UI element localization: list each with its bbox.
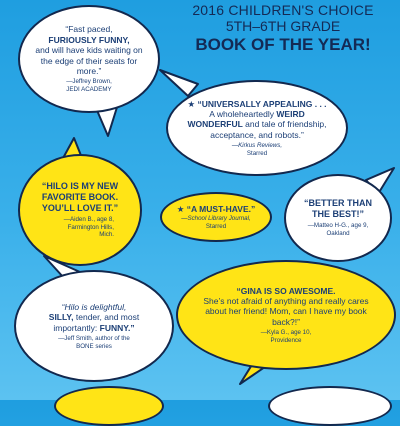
quote-emphasis: “A MUST-HAVE.”	[186, 203, 256, 214]
attribution-line: —Jeff Smith, author of the	[58, 335, 130, 343]
attribution-line: BONE series	[76, 342, 112, 350]
quote-text	[34, 24, 144, 76]
attribution-line: —Kirkus Reviews,	[231, 142, 283, 150]
quote-emphasis: “GINA IS SO AWESOME.	[236, 285, 336, 296]
quote-attribution	[64, 216, 114, 239]
quote-emphasis: FURIOUSLY FUNNY,	[48, 34, 130, 45]
attribution-line: Providence	[270, 336, 302, 344]
quote-text	[198, 286, 374, 328]
quote-emphasis: WONDERFUL	[187, 119, 243, 130]
quote-bubble-matteo	[284, 174, 392, 262]
quote-emphasis: “HILO IS MY NEW FAVORITE BOOK. YOU’LL LOVE IT.”	[41, 181, 119, 214]
quote-text-plain: A wholeheartedly	[209, 109, 275, 119]
quote-bubble-aiden	[18, 154, 142, 266]
attribution-line: —School Library Journal,	[181, 215, 251, 223]
quote-attribution	[66, 78, 112, 93]
quote-bubble-jeffrey-brown	[18, 5, 160, 113]
quote-text-plain: tender, and most importantly:	[53, 312, 140, 333]
tail-kirkus	[160, 70, 198, 96]
quote-attribution	[58, 335, 130, 350]
quote-text-plain: tale of friendship, acceptance, and robots.”	[210, 119, 327, 140]
quote-emphasis: “UNIVERSALLY APPEALING . . .	[197, 98, 327, 109]
quote-emphasis: “BETTER THAN THE BEST!”	[304, 198, 372, 220]
star-icon: ★	[176, 203, 185, 214]
quote-text-plain: and will have kids waiting on the edge of their seats for more.”	[35, 45, 143, 77]
quote-text	[177, 204, 255, 214]
quote-emphasis: FUNNY.”	[99, 322, 135, 333]
quote-bubble-jeff-smith	[14, 270, 174, 382]
quote-attribution	[261, 329, 312, 344]
quote-attribution	[308, 222, 369, 237]
attribution-line: Starred	[205, 222, 227, 230]
star-icon: ★	[187, 98, 196, 109]
partial-bubble-bottom-left	[54, 386, 164, 426]
attribution-line: Mich.	[99, 231, 114, 239]
quote-bubble-kirkus	[166, 80, 348, 176]
quote-text-plain: and	[245, 119, 260, 130]
award-line-3: BOOK OF THE YEAR!	[195, 35, 371, 54]
award-line-1: 2016 CHILDREN'S CHOICE	[192, 2, 374, 18]
attribution-line: —Kyla G., age 10,	[260, 329, 312, 337]
quote-text	[296, 198, 380, 220]
attribution-line: —Jeffrey Brown,	[66, 78, 112, 86]
quote-bubble-slj	[160, 192, 272, 242]
quote-text	[32, 181, 128, 214]
quote-text-plain: She’s not afraid of anything and really cares about her friend! Mom, can I have my book back?!”	[203, 296, 369, 327]
attribution-line: —Matteo H-G., age 9,	[307, 222, 369, 230]
quote-text-plain: “Fast paced,	[65, 24, 113, 35]
attribution-line: JEDI ACADEMY	[66, 86, 112, 94]
quote-attribution	[232, 142, 282, 157]
attribution-line: Oakland	[326, 230, 350, 237]
quote-bubble-kyla	[176, 260, 396, 370]
quote-emphasis: SILLY,	[48, 312, 74, 323]
partial-bubble-bottom-right	[268, 386, 392, 426]
quote-emphasis: WEIRD	[276, 109, 305, 119]
quote-text	[182, 99, 332, 141]
attribution-line: Starred	[246, 149, 268, 157]
quote-attribution	[181, 215, 250, 230]
quote-text-plain: “Hilo is delightful,	[61, 301, 127, 312]
attribution-line: Farmington Hills,	[67, 223, 114, 231]
attribution-line: —Aiden B., age 8,	[63, 216, 114, 224]
award-line-2: 5TH–6TH GRADE	[225, 18, 341, 34]
quote-text	[32, 302, 156, 333]
